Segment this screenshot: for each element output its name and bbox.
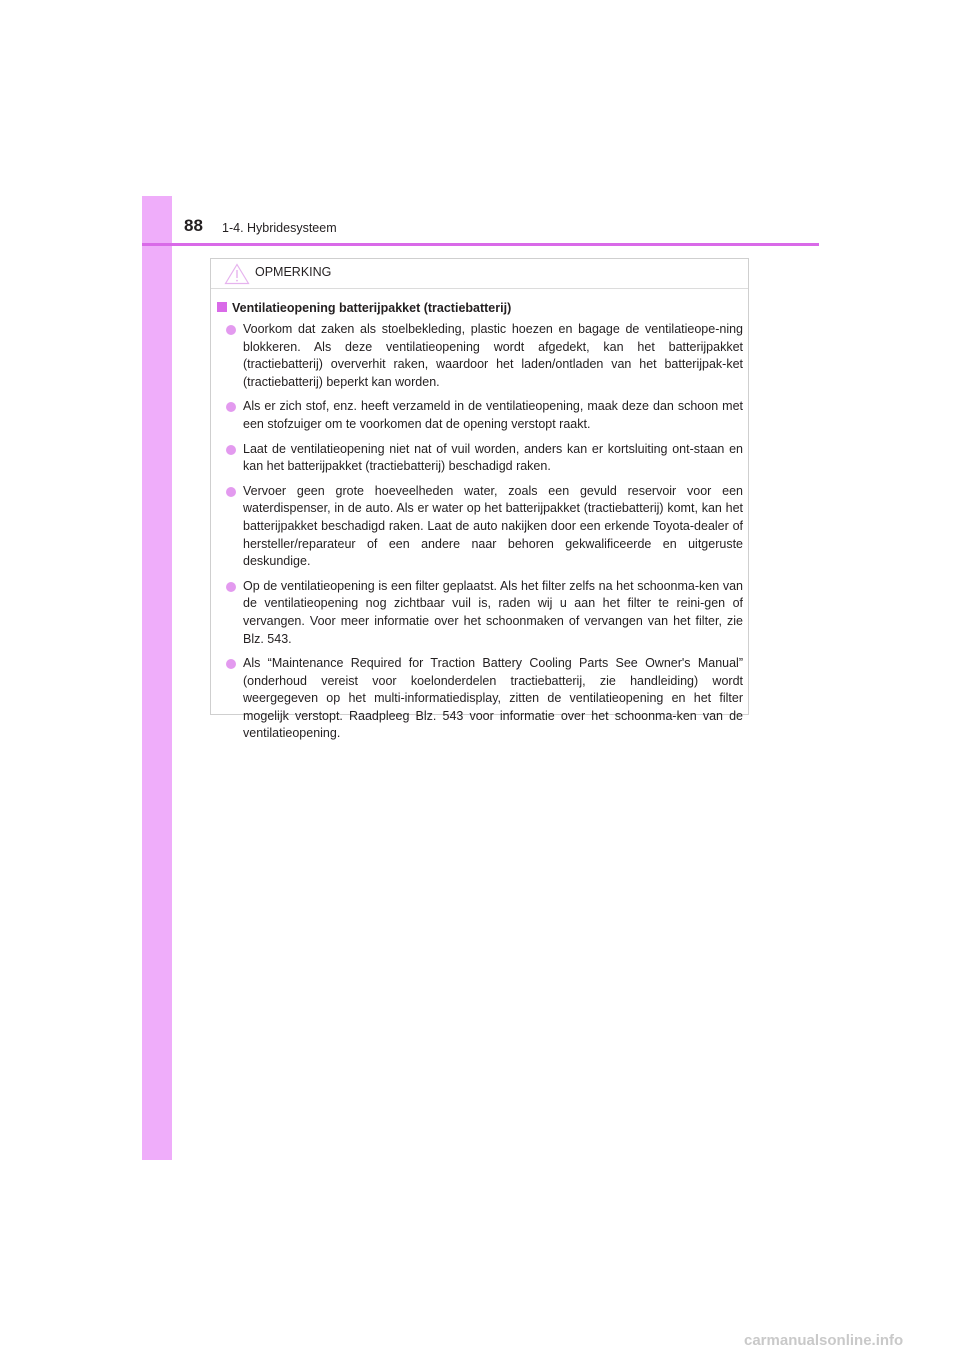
list-item-text: Als er zich stof, enz. heeft verzameld in de ventilatieopening, maak deze dan schoon met een stofzuiger om te voorkomen dat de opening verstopt raakt. [243,399,743,431]
list-item [226,441,743,476]
header-rule [142,243,819,246]
list-item [226,578,743,648]
list-item-text: Vervoer geen grote hoeveelheden water, zoals een gevuld reservoir voor een waterdispenser, in de auto. Als er water op het batterijpakket (tractiebatterij) komt, kan het batterijpakket beschadigd raken. Laat de auto nakijken door een erkende Toyota-dealer of hersteller/reparateur of een andere naar behoren gekwalificeerde en uitgeruste deskundige. [243,483,743,569]
bullet-dot-icon [226,582,236,592]
notice-box [210,258,749,741]
list-item-text: Voorkom dat zaken als stoelbekleding, plastic hoezen en bagage de ventilatieope-ning blokkeren. Als deze ventilatieopening wordt afgedekt, kan het batterijpakket (tractiebatterij) oververhit raken, waardoor het laden/ontladen van het batterijpak-ket (tractiebatterij) beperkt kan worden. [243,322,743,389]
bullet-dot-icon [226,487,236,497]
list-item-text: Laat de ventilatieopening niet nat of vuil worden, anders kan er kortsluiting ont-staan en kan het batterijpakket (tractiebatterij) beschadigd raken. [243,441,743,474]
chapter-side-tab [142,196,172,1160]
list-item [226,321,743,391]
list-item-text: Op de ventilatieopening is een filter geplaatst. Als het filter zelfs na het schoonma-ken van de ventilatieopening nog zichtbaar vuil is, raden wij u aan het filter te reini-gen of vervangen. Voor meer informatie over het schoonmaken of vervangen van het filter, zie Blz. 543. [243,578,743,646]
notice-list [226,321,743,750]
bullet-dot-icon [226,445,236,455]
bullet-dot-icon [226,402,236,412]
notice-header [211,259,748,289]
bullet-dot-icon [226,325,236,335]
list-item [226,655,743,743]
section-title: 1-4. Hybridesysteem [222,221,337,235]
watermark: carmanualsonline.info [744,1332,904,1349]
list-item-text: Als “Maintenance Required for Traction Battery Cooling Parts See Owner's Manual” (onderhoud vereist voor koelonderdelen tractiebatterij, zie handleiding) wordt weergegeven op het multi-informatiedisplay, zitten de ventilatieopening en het filter mogelijk verstopt. Raadpleeg Blz. 543 voor informatie over het schoonma-ken van de ventilatieopening. [243,656,743,741]
list-item [226,483,743,571]
page-number: 88 [184,216,203,235]
notice-label: OPMERKING [255,265,332,279]
warning-triangle-icon [224,263,250,285]
notice-subheading [217,301,742,315]
square-bullet-icon [217,302,227,312]
bullet-dot-icon [226,659,236,669]
subheading-text: Ventilatieopening batterijpakket (tractiebatterij) [232,301,512,315]
list-item [226,398,743,433]
